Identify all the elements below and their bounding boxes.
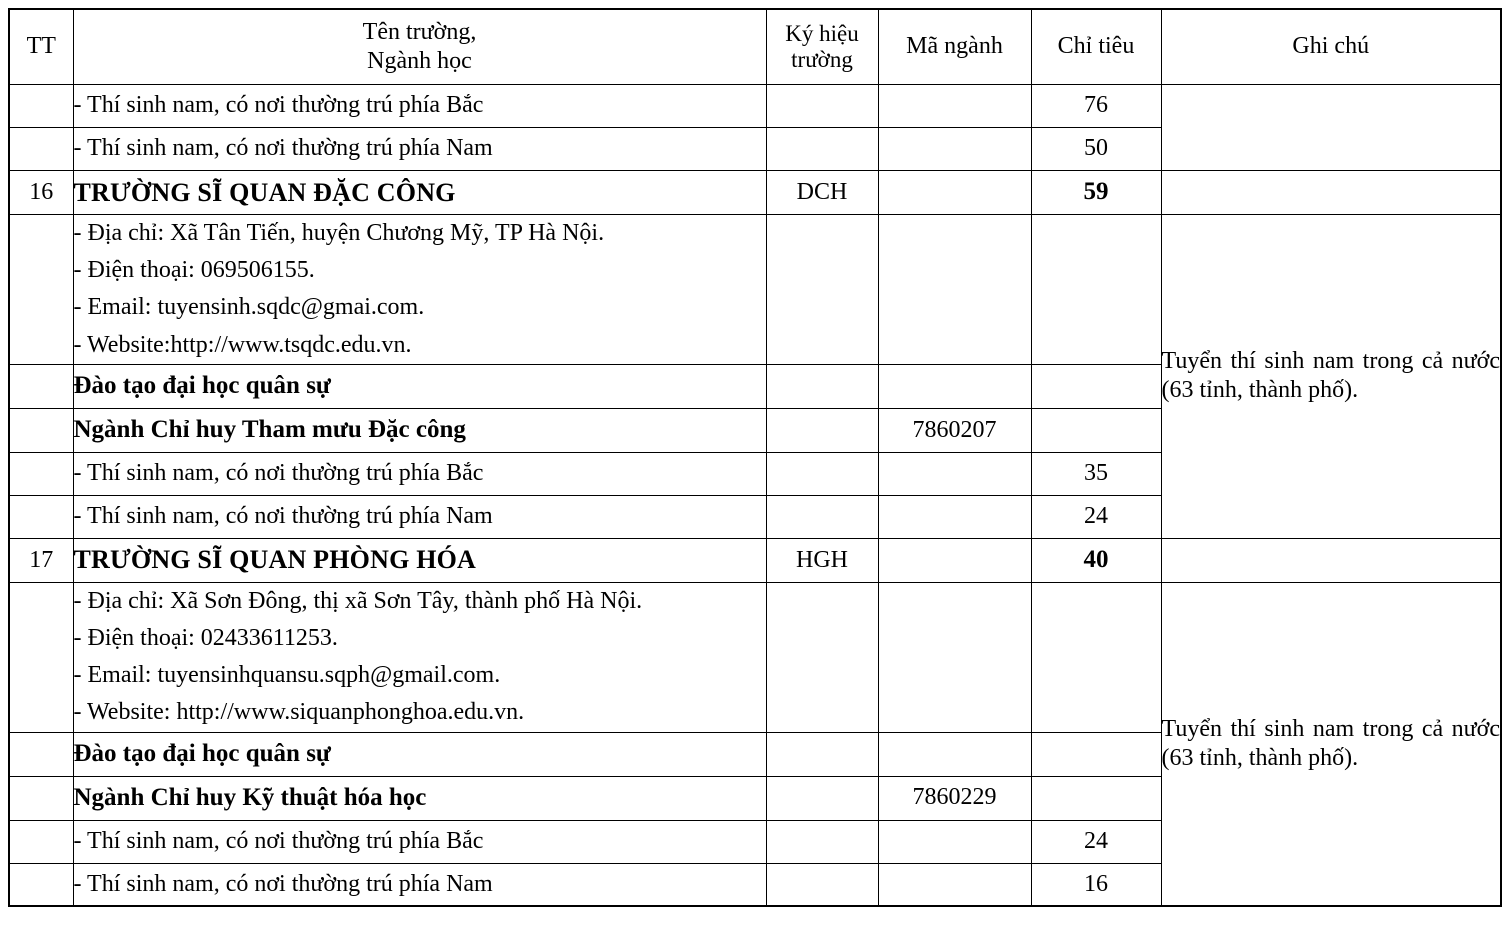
contact-website: - Website: http://www.siquanphonghoa.edu.vn. [73, 699, 525, 726]
cell-tt [9, 732, 73, 776]
cell-symbol [766, 364, 878, 408]
contact-address: - Địa chỉ: Xã Tân Tiến, huyện Chương Mỹ, TP Hà Nội. [73, 220, 605, 246]
table-body [9, 85, 1501, 907]
cell-quota [1031, 215, 1161, 365]
cell-symbol: HGH [766, 538, 878, 582]
cell-contact-info [73, 215, 766, 365]
cell-major-name: Ngành Chỉ huy Tham mưu Đặc công [73, 408, 766, 452]
cell-training-level: Đào tạo đại học quân sự [73, 364, 766, 408]
contact-address: - Địa chỉ: Xã Sơn Đông, thị xã Sơn Tây, thành phố Hà Nội. [73, 587, 643, 614]
cell-code [878, 820, 1031, 863]
cell-quota: 50 [1031, 128, 1161, 171]
cell-tt: 16 [9, 171, 73, 215]
column-header-name-line2: Ngành học [367, 48, 472, 74]
cell-quota [1031, 582, 1161, 732]
cell-tt [9, 85, 73, 128]
column-header-name [73, 9, 766, 85]
cell-code: 7860229 [878, 776, 1031, 820]
cell-quota: 24 [1031, 495, 1161, 538]
cell-symbol [766, 408, 878, 452]
cell-tt [9, 495, 73, 538]
contact-phone: - Điện thoại: 069506155. [73, 257, 315, 284]
cell-name: - Thí sinh nam, có nơi thường trú phía Nam [73, 863, 766, 906]
contact-phone: - Điện thoại: 02433611253. [73, 624, 338, 651]
cell-symbol [766, 582, 878, 732]
cell-name: - Thí sinh nam, có nơi thường trú phía Nam [73, 495, 766, 538]
column-header-name-line1: Tên trường, [362, 18, 477, 45]
cell-code [878, 171, 1031, 215]
cell-quota [1031, 732, 1161, 776]
column-header-symbol-line1: Ký hiệu [785, 20, 859, 46]
cell-name: - Thí sinh nam, có nơi thường trú phía Nam [73, 128, 766, 171]
cell-code: 7860207 [878, 408, 1031, 452]
cell-quota [1031, 364, 1161, 408]
cell-tt [9, 452, 73, 495]
cell-tt [9, 128, 73, 171]
cell-symbol: DCH [766, 171, 878, 215]
cell-school-name: TRƯỜNG SĨ QUAN ĐẶC CÔNG [73, 171, 766, 215]
cell-note [1161, 538, 1501, 582]
cell-code [878, 364, 1031, 408]
admissions-quota-table [8, 8, 1502, 907]
cell-name: - Thí sinh nam, có nơi thường trú phía Bắc [73, 820, 766, 863]
cell-school-name: TRƯỜNG SĨ QUAN PHÒNG HÓA [73, 538, 766, 582]
cell-contact-info [73, 582, 766, 732]
contact-website: - Website:http://www.tsqdc.edu.vn. [73, 331, 412, 358]
cell-tt [9, 364, 73, 408]
cell-tt [9, 582, 73, 732]
cell-tt [9, 408, 73, 452]
table-row-school-header [9, 171, 1501, 215]
cell-symbol [766, 85, 878, 128]
table-row-school-header [9, 538, 1501, 582]
column-header-school-symbol [766, 9, 878, 85]
cell-name: - Thí sinh nam, có nơi thường trú phía Bắc [73, 85, 766, 128]
cell-name: - Thí sinh nam, có nơi thường trú phía Bắc [73, 452, 766, 495]
cell-code [878, 863, 1031, 906]
cell-symbol [766, 128, 878, 171]
column-header-symbol-line2: trường [791, 47, 853, 72]
cell-major-name: Ngành Chỉ huy Kỹ thuật hóa học [73, 776, 766, 820]
cell-note [1161, 85, 1501, 171]
cell-code [878, 215, 1031, 365]
cell-code [878, 85, 1031, 128]
cell-symbol [766, 452, 878, 495]
cell-symbol [766, 215, 878, 365]
cell-code [878, 452, 1031, 495]
contact-email: - Email: tuyensinhquansu.sqph@gmail.com. [73, 662, 501, 689]
column-header-major-code: Mã ngành [878, 9, 1031, 85]
cell-tt [9, 820, 73, 863]
cell-note: Tuyển thí sinh nam trong cả nước (63 tỉnh, thành phố). [1161, 582, 1501, 906]
table-row-contact [9, 582, 1501, 732]
cell-code [878, 538, 1031, 582]
cell-symbol [766, 776, 878, 820]
cell-symbol [766, 863, 878, 906]
cell-code [878, 582, 1031, 732]
cell-quota: 40 [1031, 538, 1161, 582]
column-header-quota: Chỉ tiêu [1031, 9, 1161, 85]
cell-symbol [766, 820, 878, 863]
table-header [9, 9, 1501, 85]
contact-email: - Email: tuyensinh.sqdc@gmai.com. [73, 294, 425, 321]
table-row-contact [9, 215, 1501, 365]
cell-note: Tuyển thí sinh nam trong cả nước (63 tỉnh, thành phố). [1161, 215, 1501, 539]
cell-quota [1031, 776, 1161, 820]
cell-tt [9, 863, 73, 906]
cell-code [878, 128, 1031, 171]
cell-tt: 17 [9, 538, 73, 582]
table-header-row [9, 9, 1501, 85]
cell-quota: 35 [1031, 452, 1161, 495]
cell-quota: 24 [1031, 820, 1161, 863]
column-header-tt: TT [9, 9, 73, 85]
cell-quota: 76 [1031, 85, 1161, 128]
cell-quota: 59 [1031, 171, 1161, 215]
cell-symbol [766, 495, 878, 538]
cell-quota: 16 [1031, 863, 1161, 906]
cell-code [878, 732, 1031, 776]
cell-note [1161, 171, 1501, 215]
table-row [9, 85, 1501, 128]
cell-training-level: Đào tạo đại học quân sự [73, 732, 766, 776]
cell-code [878, 495, 1031, 538]
cell-tt [9, 215, 73, 365]
column-header-note: Ghi chú [1161, 9, 1501, 85]
cell-symbol [766, 732, 878, 776]
cell-tt [9, 776, 73, 820]
cell-quota [1031, 408, 1161, 452]
